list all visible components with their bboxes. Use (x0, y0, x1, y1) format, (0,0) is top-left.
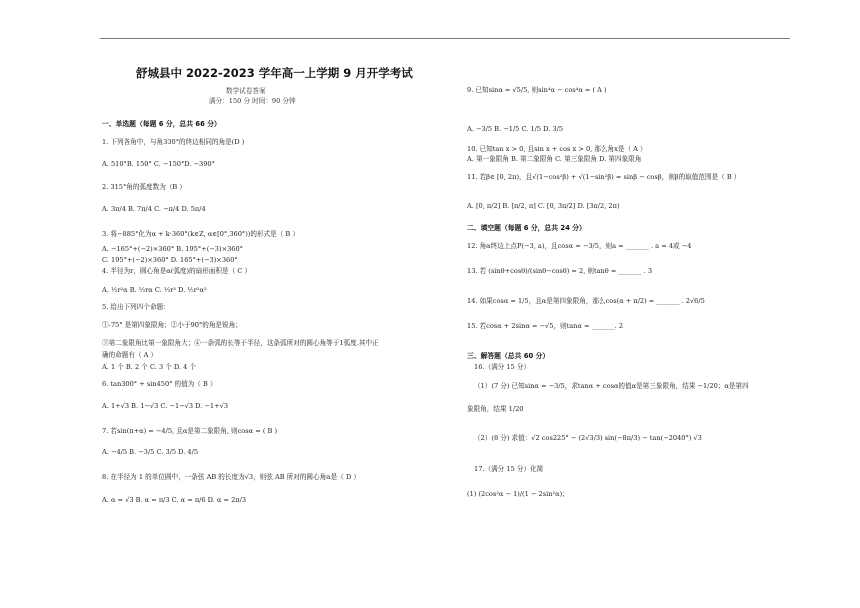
section-solutions: 三、解答题（总共 60 分） (467, 352, 550, 360)
question-5-line-1: ①-75° 是第四象限角；②小于90°的角是锐角； (102, 321, 242, 329)
question-4: 4. 半径为r，圆心角是α(弧度)的扇形面积是（ C ） (102, 267, 252, 275)
question-3-options-2: C. 195°+(−2)×360° D. 165°+(−3)×360° (102, 256, 238, 264)
question-14: 14. 如果cosα = 1/5，且α是第四象限角，那么cos(α + π/2) = _______ . 2√6/5 (467, 297, 705, 305)
question-8: 8. 在半径为 1 的单位圆中，一条弦 AB 的长度为√3，则弦 AB 所对的圆心角α是（ D ） (102, 473, 360, 481)
question-1-options: A. 510°B. 150° C. −150°D. −390° (102, 160, 215, 168)
exam-meta: 满分：150 分 时间：90 分钟 (209, 97, 296, 105)
question-10-options: A. 第一象限角 B. 第二象限角 C. 第三象限角 D. 第四象限角 (467, 155, 642, 163)
exam-subtitle: 数学试卷答案 (226, 87, 266, 95)
question-16-part-1-cont: 象限角，结果 1/20 (467, 405, 524, 413)
question-6-options: A. 1+√3 B. 1−√3 C. −1−√3 D. −1+√3 (102, 402, 229, 410)
question-9: 9. 已知sinα = √5/5, 则sin⁴α − cos⁴α = ( A ) (467, 86, 607, 94)
question-2-options: A. 3π/4 B. 7π/4 C. −π/4 D. 5π/4 (102, 205, 206, 213)
question-5-line-3: 确的命题有（ A ） (102, 351, 158, 359)
question-16: 16.（满分 15 分） (474, 363, 531, 371)
question-9-options: A. −3/5 B. −1/5 C. 1/5 D. 3/5 (467, 125, 564, 133)
question-17-part-1: (1) (2cos²α − 1)/(1 − 2sin²α)； (467, 490, 569, 498)
question-10: 10. 已知tan x > 0, 且sin x + cos x > 0, 那么角x是（ A ） (467, 145, 647, 153)
question-5-line-2: ③第二象限角比第一象限角大；④一条弧的长等于半径，这条弧所对的圆心角等于1弧度.其中正 (102, 339, 379, 347)
question-5-options: A. 1 个 B. 2 个 C. 3 个 D. 4 个 (102, 363, 197, 371)
question-7: 7. 若sin(π+α) = −4/5, 且α是第二象限角, 则cosα = ( B ) (102, 427, 278, 435)
top-rule (100, 38, 790, 39)
question-13: 13. 若 (sinθ+cosθ)/(sinθ−cosθ) = 2, 则tanθ = _______ . 3 (467, 267, 653, 275)
question-16-part-1: （1）(7 分) 已知sinα = −3/5，求tanα + cosα的值α是第三象限角，结果 −1/20；α是第四 (474, 382, 749, 390)
question-12: 12. 角α终边上点P(−3, a)，且cosα = −3/5，则a = _______ . a = 4或 −4 (467, 242, 692, 250)
section-single-choice: 一、单选题（每题 6 分，总共 66 分） (102, 120, 221, 128)
question-11: 11. 若β∈ [0, 2π)，且√(1−cos²β) + √(1−sin²β) = sinβ − cosβ，则β的取值范围是（ B ） (467, 173, 741, 181)
exam-title: 舒城县中 2022-2023 学年高一上学期 9 月开学考试 (136, 66, 413, 80)
question-5: 5. 给出下列四个命题： (102, 303, 170, 311)
question-7-options: A. −4/5 B. −3/5 C. 3/5 D. 4/5 (102, 448, 199, 456)
question-17: 17.（满分 15 分）化简 (474, 465, 544, 473)
question-6: 6. tan300° + sin450° 的值为（ B ） (102, 380, 217, 388)
question-3: 3. 将−885°化为α + k·360°(k∈Z, α∈[0°,360°))的形式是（ B ） (102, 230, 299, 238)
section-fill-in: 二、填空题（每题 6 分，总共 24 分） (467, 224, 586, 232)
question-2: 2. 315°角的弧度数为（B ） (102, 183, 186, 191)
question-1: 1. 下列各角中，与角330°的终边相同的角是(D ) (102, 138, 245, 146)
question-8-options: A. α = √3 B. α = π/3 C. α = π/6 D. α = 2π/3 (102, 496, 247, 504)
question-16-part-2: （2）(8 分) 求值：√2 cos225° − (2√3/3) sin(−8π/3) − tan(−2040°) √3 (474, 434, 702, 442)
question-11-options: A. [0, π/2] B. [π/2, π] C. [0, 3π/2] D. [3π/2, 2π) (467, 202, 620, 210)
question-3-options-1: A. −165°+(−2)×360° B. 195°+(−3)×360° (102, 245, 243, 253)
question-4-options: A. ½r²α B. ½rα C. ½r² D. ½r²α² (102, 286, 207, 294)
question-15: 15. 若cosα + 2sinα = −√5，则tanα = _______. 2 (467, 322, 624, 330)
